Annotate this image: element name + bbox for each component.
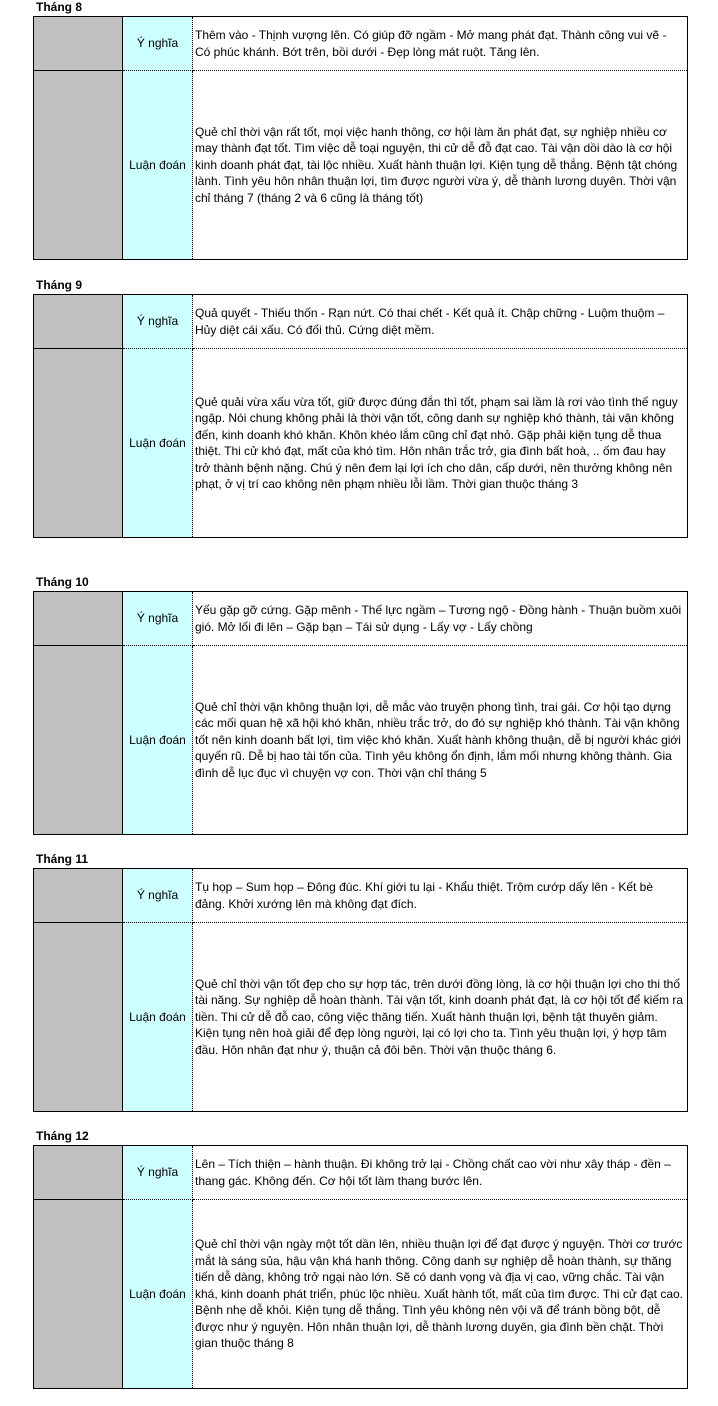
meaning-text: Tụ họp – Sum họp – Đông đúc. Khí giới tu lại - Khẩu thiệt. Trộm cướp dấy lên - Kết bè đảng. Khởi xướng lên mà không đạt đích. [193,869,687,923]
prediction-label: Luận đoán [123,349,193,537]
prediction-label: Luận đoán [123,923,193,1111]
meaning-text: Lên – Tích thiện – hành thuận. Đi không trở lại - Chồng chất cao vời như xây tháp - đền – thang gác. Không đến. Cơ hội tốt làm thang bước lên. [193,1146,687,1200]
month-table [33,1145,688,1389]
month-table [33,868,688,1112]
gray-cell [34,71,123,259]
prediction-text: Quẻ chỉ thời vận tốt đẹp cho sự hợp tác, trên dưới đồng lòng, là cơ hội thuận lợi cho thi thố tài năng. Sự nghiệp dễ hoàn thành. Tài vận tốt, kinh doanh phát đạt, là cơ hội tốt để kiếm ra tiền. Thi cử dễ đỗ cao, công việc thăng tiến. Xuất hành thuận lợi, bệnh tật thuyên giảm. Kiện tụng nên hoà giải để đẹp lòng người, lại có lợi cho ta. Tình yêu thuận lợi, ý hợp tâm đầu. Hôn nhân đạt như ý, thuận cả đôi bên. Thời vận thuộc tháng 6. [195,976,684,1057]
prediction-label: Luận đoán [123,71,193,259]
prediction-text: Quẻ chỉ thời vận rất tốt, mọi việc hanh thông, cơ hội làm ăn phát đạt, sự nghiệp nhiều cơ may thành đạt tốt. Tìm việc dễ toại nguyện, thi cử dễ đỗ đạt cao. Tài vận dồi dào là cơ hội kinh doanh phát đạt, tài lộc nhiều. Xuất hành thuận lợi. Kiện tụng dễ thắng. Bệnh tật chóng lành. Tình yêu hôn nhân thuận lợi, tìm được người vừa ý, dễ thành lương duyên. Thời vận chỉ tháng 7 (tháng 2 và 6 cũng là tháng tốt) [195,124,678,205]
meaning-label: Ý nghĩa [123,1146,193,1200]
meaning-text: Yếu gặp gỡ cứng. Gặp mênh - Thế lực ngầm – Tương ngộ - Đồng hành - Thuận buồm xuôi gió. Mở lối đi lên – Gặp bạn – Tái sử dụng - Lấy vợ - Lấy chồng [193,592,687,646]
month-title: Tháng 11 [36,852,89,866]
gray-cell [34,17,123,71]
prediction-text: Quẻ chỉ thời vận không thuận lợi, dễ mắc vào truyện phong tình, trai gái. Cơ hội tạo dựng các mối quan hệ xã hội khó khăn, nhiều trắc trở, do đó sự nghiệp khó thành. Tài vận không tốt nên kinh doanh bất lợi, tìm việc khó khăn. Xuất hành không thuận, dễ bị người khác giới quyến rũ. Dễ bị hao tài tốn của. Tình yêu không ổn định, lắm mối nhưng không thành. Gia đình dễ lục đục vì chuyện vợ con. Thời vận chỉ tháng 5 [195,699,681,780]
prediction-text: Quẻ chỉ thời vận ngày một tốt dần lên, nhiều thuận lợi để đạt được ý nguyện. Thời cơ trước mắt là sáng sủa, hậu vận khá hanh thông. Công danh sự nghiệp dễ hoàn thành, sự thăng tiến dễ dàng, không trở ngại nào lớn. Sẽ có danh vọng và địa vị cao, vững chắc. Tài vận khá, kinh doanh phát triển, phúc lộc nhiều. Xuất hành tốt, mất của tìm được. Thi cử đạt cao. Bệnh nhẹ dễ khỏi. Kiện tụng dễ thắng. Tình yêu không nên vội vã để tránh bồng bột, dễ được như ý nguyện. Hôn nhân thuận lợi, dễ thành lương duyên, gia đình bền chặt. Thời gian thuộc tháng 8 [195,1237,683,1351]
month-title: Tháng 10 [36,575,89,589]
meaning-label: Ý nghĩa [123,592,193,646]
gray-cell [34,646,123,834]
gray-cell [34,592,123,646]
month-table [33,16,688,260]
month-title: Tháng 12 [36,1129,89,1143]
month-table [33,591,688,835]
meaning-label: Ý nghĩa [123,17,193,71]
gray-cell [34,1200,123,1388]
month-title: Tháng 9 [36,278,83,292]
meaning-text: Quả quyết - Thiếu thốn - Rạn nứt. Có thai chết - Kết quả ít. Chập chững - Luộm thuộm – Hủy diệt cái xấu. Có đối thủ. Cứng diệt mềm. [193,295,687,349]
meaning-text: Thêm vào - Thịnh vượng lên. Có giúp đỡ ngầm - Mở mang phát đạt. Thành công vui vẽ - Có phúc khánh. Bớt trên, bồi dưới - Đẹp lòng mát ruột. Tăng lên. [193,17,687,71]
month-title: Tháng 8 [36,0,83,14]
month-table [33,294,688,538]
gray-cell [34,923,123,1111]
gray-cell [34,1146,123,1200]
gray-cell [34,869,123,923]
prediction-label: Luận đoán [123,1200,193,1388]
meaning-label: Ý nghĩa [123,869,193,923]
prediction-label: Luận đoán [123,646,193,834]
gray-cell [34,295,123,349]
meaning-label: Ý nghĩa [123,295,193,349]
prediction-text: Quẻ quải vừa xấu vừa tốt, giữ được đúng đắn thì tốt, phạm sai lầm là rơi vào tình thế nguy ngập. Nói chung không phải là thời vận tốt, công danh sự nghiệp khó thành, tài vận không đến, kinh doanh khó khăn. Khôn khéo lắm cũng chỉ đạt nhỏ. Gặp phải kiện tụng dễ thua thiệt. Thi cử khó đạt, mất của khó tìm. Hôn nhân trắc trở, gia đình bất hoà, .. ốm đau hay trở thành bệnh nặng. Chú ý nên đem lại lợi ích cho dân, cấp dưới, nên thưởng không nên phạt, ở vị trí cao không nên phạm nhiều lỗi lầm. Thời gian thuộc tháng 3 [195,394,678,491]
gray-cell [34,349,123,537]
